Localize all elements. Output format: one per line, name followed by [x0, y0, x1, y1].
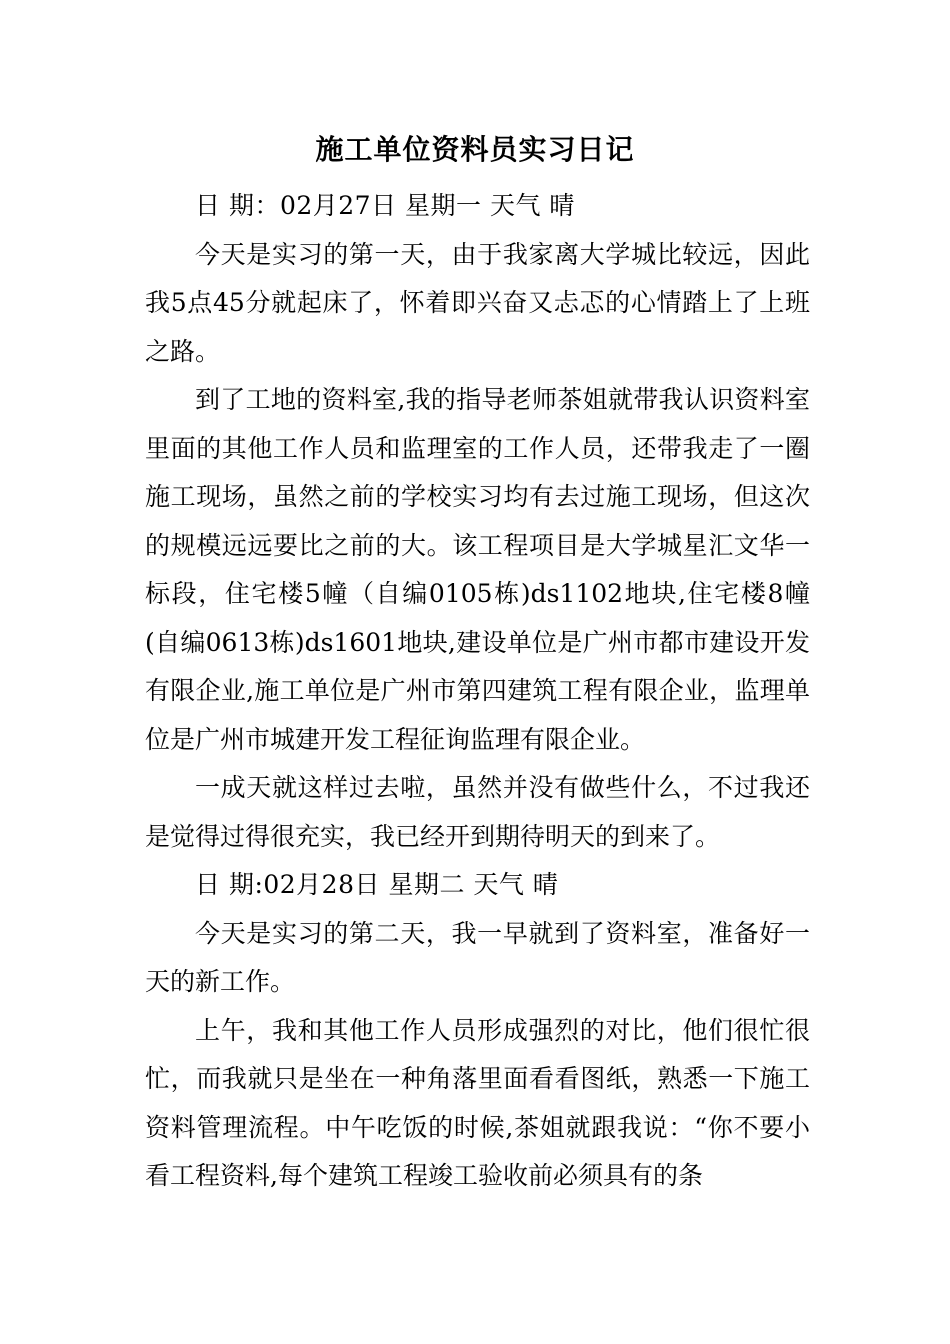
- body-paragraph: 今天是实习的第二天，我一早就到了资料室，准备好一天的新工作。: [145, 918, 810, 996]
- body-paragraph: 一成天就这样过去啦，虽然并没有做些什么，不过我还是觉得过得很充实，我已经开到期待明天的到来了。: [145, 773, 810, 851]
- document-title: 施工单位资料员实习日记: [315, 133, 635, 166]
- body-paragraph: 今天是实习的第一天，由于我家离大学城比较远，因此我5点45分就起床了，怀着即兴奋又忐忑的心情踏上了上班之路。: [145, 239, 810, 366]
- document-body: [145, 182, 810, 1201]
- diary-date-line: 日 期：02月27日 星期一 天气 晴: [195, 191, 575, 220]
- body-paragraph: 到了工地的资料室,我的指导老师茶姐就带我认识资料室里面的其他工作人员和监理室的工作人员，还带我走了一圈施工现场，虽然之前的学校实习均有去过施工现场，但这次的规模远远要比之前的大。该工程项目是大学城星汇文华一标段，住宅楼5幢（自编0105栋)ds1102地块,住宅楼8幢(自编0613栋)ds1601地块,建设单位是广州市都市建设开发有限企业,施工单位是广州市第四建筑工程有限企业，监理单位是广州市城建开发工程征询监理有限企业。: [145, 385, 810, 754]
- body-paragraph: 上午，我和其他工作人员形成强烈的对比，他们很忙很忙，而我就只是坐在一种角落里面看看图纸，熟悉一下施工资料管理流程。中午吃饭的时候,茶姐就跟我说：“你不要小看工程资料,每个建筑工程竣工验收前必须具有的条: [145, 1015, 810, 1190]
- diary-date-line: 日 期:02月28日 星期二 天气 晴: [195, 870, 559, 899]
